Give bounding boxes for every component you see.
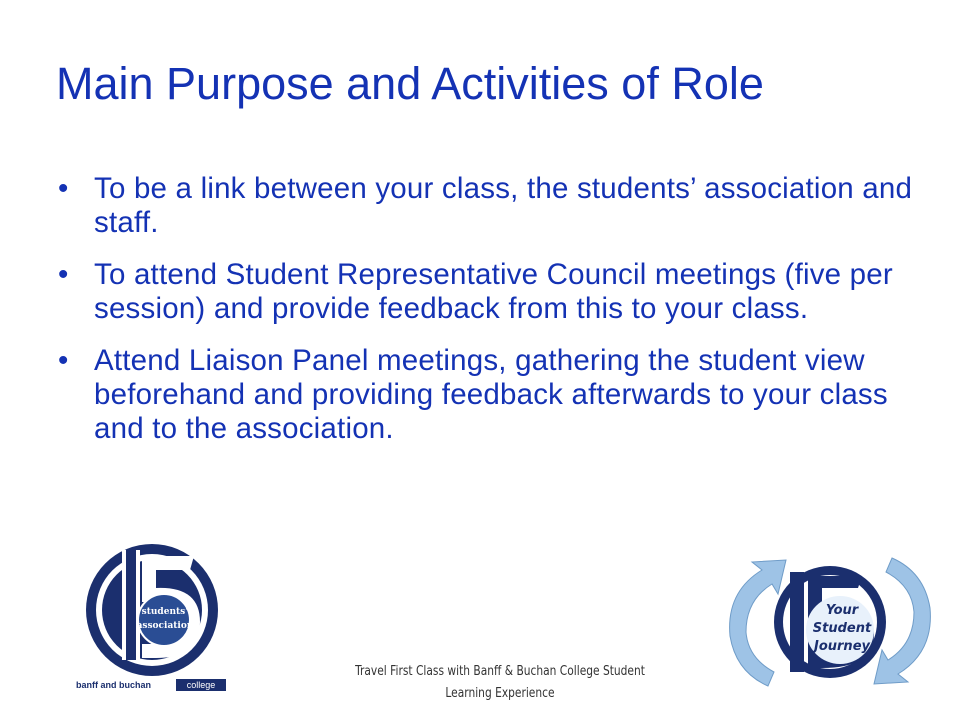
- logo-right-line3: Journey: [814, 639, 870, 654]
- logo-org-college: college: [186, 680, 216, 690]
- bullet-dot-icon: •: [58, 172, 69, 205]
- slide-title: Main Purpose and Activities of Role: [56, 58, 764, 109]
- bullet-item: [56, 172, 926, 240]
- logo-left-line2: association: [136, 621, 194, 631]
- bullet-dot-icon: •: [58, 344, 69, 377]
- logo-org-name: banff and buchan: [76, 680, 151, 690]
- bullet-item: [56, 258, 926, 326]
- bullet-text: To be a link between your class, the students’ association and staff.: [94, 172, 913, 239]
- logo-left-line1: students’: [141, 607, 189, 617]
- your-student-journey-logo: [722, 552, 938, 692]
- slide-footer: Travel First Class with Banff & Buchan College Student Learning Experience: [355, 664, 645, 701]
- bullet-text: Attend Liaison Panel meetings, gathering the student view beforehand and providing feedback afterwards to your class and to the association.: [94, 344, 888, 445]
- bullet-list: [56, 172, 926, 464]
- logo-right-line2: Student: [812, 621, 872, 636]
- bullet-text: To attend Student Representative Council meetings (five per session) and provide feedback from this to your class.: [94, 258, 893, 325]
- bullet-item: [56, 344, 926, 446]
- students-association-logo: [72, 540, 232, 695]
- bullet-dot-icon: •: [58, 258, 69, 291]
- logo-right-line1: Your: [825, 603, 859, 618]
